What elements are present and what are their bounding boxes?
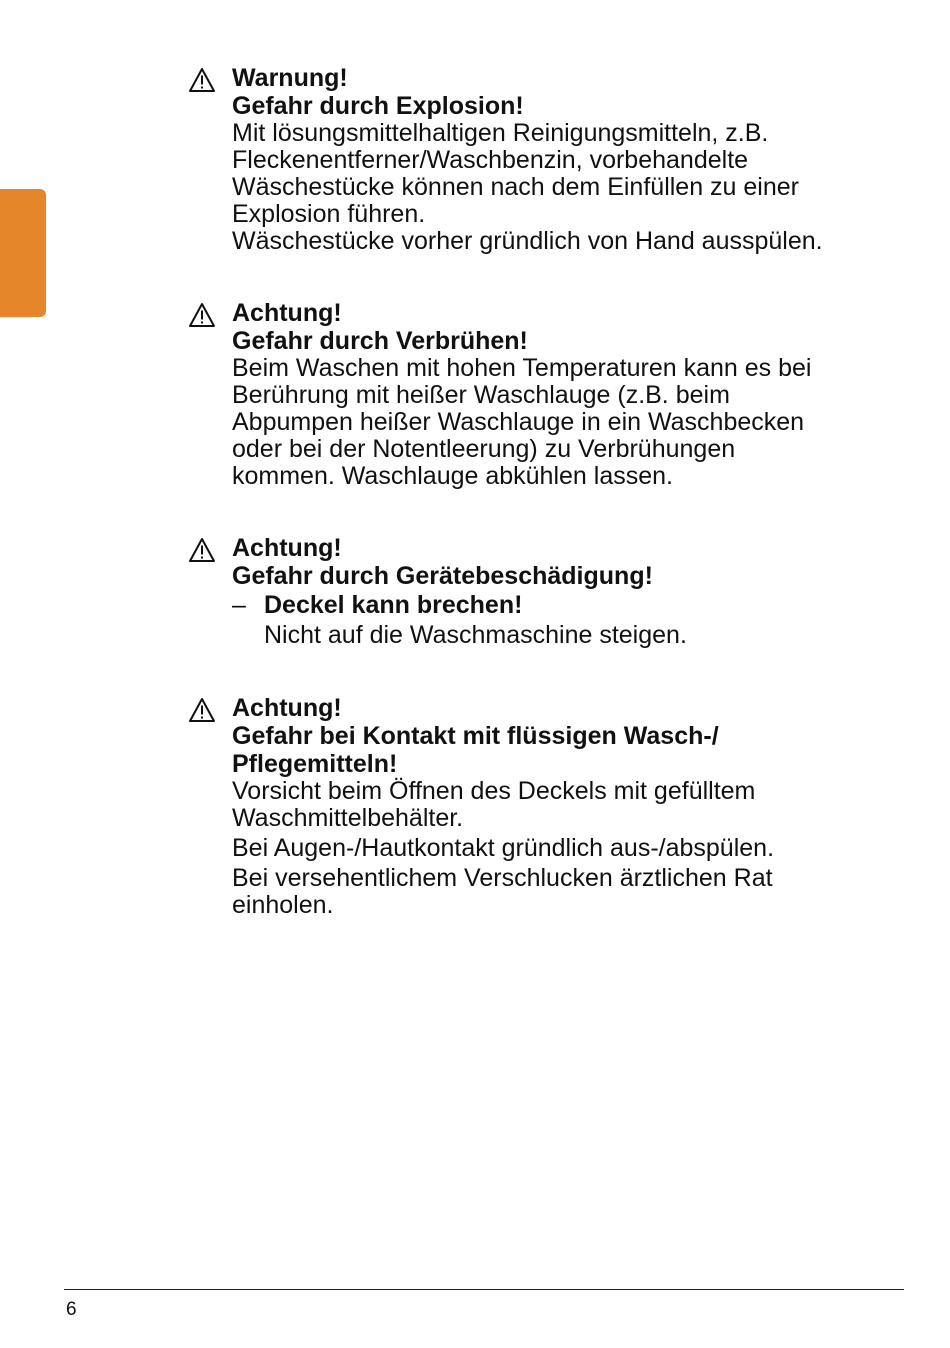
warnings-section [188,64,928,963]
warning-text-line: Waschmittelbehälter. [232,804,464,832]
warning-text-line: Berührung mit heißer Waschlauge (z.B. beim [232,381,730,409]
warning-triangle-icon [188,537,216,563]
warning-text-line: Vorsicht beim Öffnen des Deckels mit gefülltem [232,777,756,805]
warning-title: Warnung! [232,64,348,92]
warning-explosion [188,64,928,255]
warning-triangle-icon [188,67,216,93]
warning-text-line: Wäschestücke vorher gründlich von Hand ausspülen. [232,227,823,255]
dash-item-title: Deckel kann brechen! [264,591,523,619]
dash-list-item [232,590,928,620]
warning-text-line: oder bei der Notentleerung) zu Verbrühungen [232,435,736,463]
warning-text-line: Abpumpen heißer Waschlauge in ein Waschbecken [232,408,805,436]
page-number: 6 [66,1299,77,1320]
dash-item-text: Nicht auf die Waschmaschine steigen. [264,621,687,649]
warning-text-line: Bei Augen-/Hautkontakt gründlich aus-/abspülen. [232,834,775,862]
chapter-side-tab [0,189,46,317]
warning-text-line: Beim Waschen mit hohen Temperaturen kann es bei [232,354,812,382]
warning-triangle-icon [188,302,216,328]
dash-bullet: – [232,591,246,619]
warning-scalding [188,299,928,490]
warning-subtitle: Gefahr durch Gerätebeschädigung! [232,562,653,590]
warning-text-line: Explosion führen. [232,200,426,228]
warning-triangle-icon [188,697,216,723]
warning-subtitle: Pflegemitteln! [232,750,398,778]
warning-subtitle: Gefahr durch Verbrühen! [232,327,528,355]
warning-text-line: Mit lösungsmittelhaltigen Reinigungsmitteln, z.B. [232,119,769,147]
warning-appliance-damage [188,534,928,650]
footer-divider [64,1289,904,1290]
warning-text-line: Fleckenentferner/Waschbenzin, vorbehandelte [232,146,749,174]
warning-subtitle: Gefahr bei Kontakt mit flüssigen Wasch-/ [232,722,719,750]
warning-text-line: kommen. Waschlauge abkühlen lassen. [232,462,673,490]
warning-text-line: Wäschestücke können nach dem Einfüllen zu einer [232,173,799,201]
warning-subtitle: Gefahr durch Explosion! [232,92,524,120]
warning-title: Achtung! [232,694,342,722]
warning-text-line: Bei versehentlichem Verschlucken ärztlichen Rat [232,864,773,892]
warning-title: Achtung! [232,299,342,327]
warning-detergent-contact [188,694,928,919]
warning-text-line: einholen. [232,891,334,919]
warning-title: Achtung! [232,534,342,562]
